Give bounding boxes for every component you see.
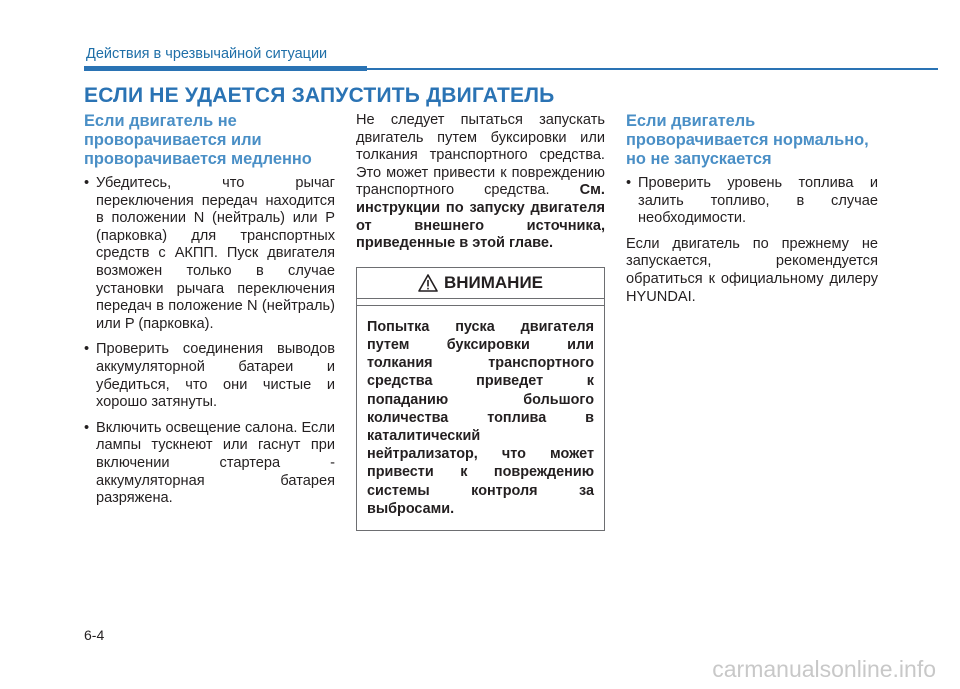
warning-title: ВНИМАНИЕ [443, 272, 544, 292]
watermark: carmanualsonline.info [712, 656, 936, 682]
page-title: ЕСЛИ НЕ УДАЕТСЯ ЗАПУСТИТЬ ДВИГАТЕЛЬ [84, 84, 555, 107]
col2-intro [356, 112, 605, 253]
page-number: 6-4 [84, 627, 105, 643]
warning-triangle-icon [418, 274, 438, 292]
list-item: • Проверить соединения выводов аккумуляторной батареи и убедиться, что они чистые и хорошо затянуты. [84, 341, 335, 411]
section-header: Действия в чрезвычайной ситуации [86, 46, 328, 62]
list-item: • Включить освещение салона. Если лампы тускнеют или гаснут при включении стартера - аккумуляторная батарея разряжена. [84, 420, 335, 508]
col1-heading: Если двигатель не проворачивается или проворачивается медленно [84, 112, 312, 168]
warning-body: Попытка пуска двигателя путем буксировки или толкания транспортного средства приведет к попаданию большого количества топлива в каталитический нейтрализатор, что может привести к повреждению системы контроля за выбросами. [367, 318, 594, 517]
column-1 [84, 112, 335, 516]
header-rule-thick [84, 66, 367, 71]
column-2 [356, 112, 605, 531]
col3-heading: Если двигатель проворачивается нормально, но не запускается [626, 112, 869, 168]
warning-header [357, 268, 604, 299]
warning-separator [357, 299, 604, 306]
header-rule-thin [367, 68, 938, 70]
col3-paragraph: Если двигатель по прежнему не запускается, рекомендуется обратиться к официальному дилеру HYUNDAI. [626, 235, 878, 305]
col2-intro-text: Не следует пытаться запускать двигатель путем буксировки или толкания транспортного средства. Это может привести к повреждению транспортного средства. [356, 112, 605, 199]
col2-intro-bold: См. инструкции по запуску двигателя от внешнего источника, приведенные в этой главе. [356, 182, 605, 252]
list-item: • Убедитесь, что рычаг переключения передач находится в положении N (нейтраль) или P (парковка) для транспортных средств с АКПП. Пуск двигателя возможен только в случае установки рычага переключения передач в положение N (нейтраль) или P (парковка). [84, 175, 335, 333]
list-item: • Проверить уровень топлива и залить топливо, в случае необходимости. [626, 175, 878, 228]
col3-list [626, 175, 878, 228]
warning-box [356, 267, 605, 531]
column-3 [626, 112, 878, 306]
col1-list [84, 175, 335, 508]
